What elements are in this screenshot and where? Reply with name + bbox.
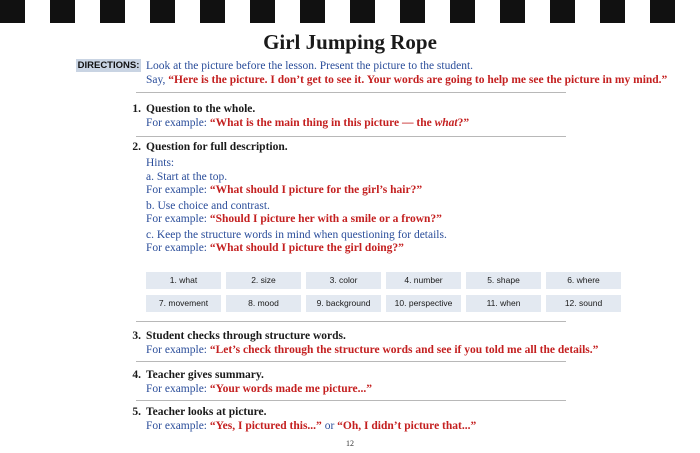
structure-word-cell: 11. when bbox=[466, 295, 541, 312]
structure-word-cell: 9. background bbox=[306, 295, 381, 312]
example-prefix: For example: bbox=[146, 117, 210, 129]
hint-example bbox=[146, 213, 442, 225]
example-prefix: For example: bbox=[146, 383, 210, 395]
question-example bbox=[146, 383, 372, 395]
question-example bbox=[146, 420, 476, 432]
example-quote: “What should I picture for the girl’s hair?” bbox=[209, 184, 423, 196]
hint-text: c. Keep the structure words in mind when questioning for details. bbox=[146, 229, 447, 241]
divider bbox=[136, 92, 566, 93]
example-quote: “What should I picture the girl doing?” bbox=[209, 242, 404, 254]
example-quote: “Oh, I didn’t picture that...” bbox=[337, 420, 477, 432]
question-heading: Teacher looks at picture. bbox=[146, 406, 267, 418]
directions-line-2 bbox=[146, 73, 667, 87]
hint-text: b. Use choice and contrast. bbox=[146, 200, 270, 212]
example-quote-italic: what bbox=[434, 117, 458, 129]
structure-word-cell: 5. shape bbox=[466, 272, 541, 289]
question-example bbox=[146, 117, 469, 129]
question-heading: Question to the whole. bbox=[146, 103, 256, 115]
divider bbox=[136, 400, 566, 401]
hints-label: Hints: bbox=[146, 157, 175, 169]
question-heading: Question for full description. bbox=[146, 141, 288, 153]
divider bbox=[136, 321, 566, 322]
page-title: Girl Jumping Rope bbox=[263, 30, 437, 54]
structure-word-cell: 2. size bbox=[226, 272, 301, 289]
hint-example bbox=[146, 242, 404, 254]
question-example bbox=[146, 344, 598, 356]
question-heading: Teacher gives summary. bbox=[146, 369, 264, 381]
directions-say: Say, bbox=[146, 74, 169, 86]
divider bbox=[136, 136, 566, 137]
example-quote: “What is the main thing in this picture — the bbox=[209, 117, 435, 129]
question-number: 4. bbox=[132, 369, 141, 381]
structure-word-cell: 7. movement bbox=[146, 295, 221, 312]
question-number: 1. bbox=[132, 103, 141, 115]
example-quote: “Let’s check through the structure words and see if you told me all the details.” bbox=[209, 344, 599, 356]
structure-word-cell: 3. color bbox=[306, 272, 381, 289]
example-quote-end: ?” bbox=[457, 117, 470, 129]
checkered-border bbox=[0, 0, 700, 23]
question-number: 5. bbox=[132, 406, 141, 418]
example-quote: “Yes, I pictured this...” bbox=[209, 420, 322, 432]
hint-example bbox=[146, 184, 422, 196]
example-prefix: For example: bbox=[146, 213, 210, 225]
structure-word-cell: 12. sound bbox=[546, 295, 621, 312]
example-prefix: For example: bbox=[146, 184, 210, 196]
structure-word-cell: 6. where bbox=[546, 272, 621, 289]
page-number: 12 bbox=[346, 439, 354, 448]
directions-quote: “Here is the picture. I don’t get to see it. Your words are going to help me see the picture in my mind.” bbox=[168, 74, 668, 86]
example-prefix: For example: bbox=[146, 242, 210, 254]
question-heading: Student checks through structure words. bbox=[146, 330, 346, 342]
structure-word-cell: 10. perspective bbox=[386, 295, 461, 312]
structure-word-cell: 8. mood bbox=[226, 295, 301, 312]
structure-word-cell: 1. what bbox=[146, 272, 221, 289]
example-prefix: For example: bbox=[146, 344, 210, 356]
question-number: 2. bbox=[132, 141, 141, 153]
example-connector: or bbox=[321, 420, 338, 432]
example-prefix: For example: bbox=[146, 420, 210, 432]
structure-word-cell: 4. number bbox=[386, 272, 461, 289]
divider bbox=[136, 361, 566, 362]
hint-text: a. Start at the top. bbox=[146, 171, 228, 183]
directions-label: DIRECTIONS: bbox=[77, 60, 140, 71]
example-quote: “Your words made me picture...” bbox=[209, 383, 373, 395]
example-quote: “Should I picture her with a smile or a frown?” bbox=[209, 213, 442, 225]
directions-line-1: Look at the picture before the lesson. Present the picture to the student. bbox=[146, 60, 474, 72]
question-number: 3. bbox=[132, 330, 141, 342]
